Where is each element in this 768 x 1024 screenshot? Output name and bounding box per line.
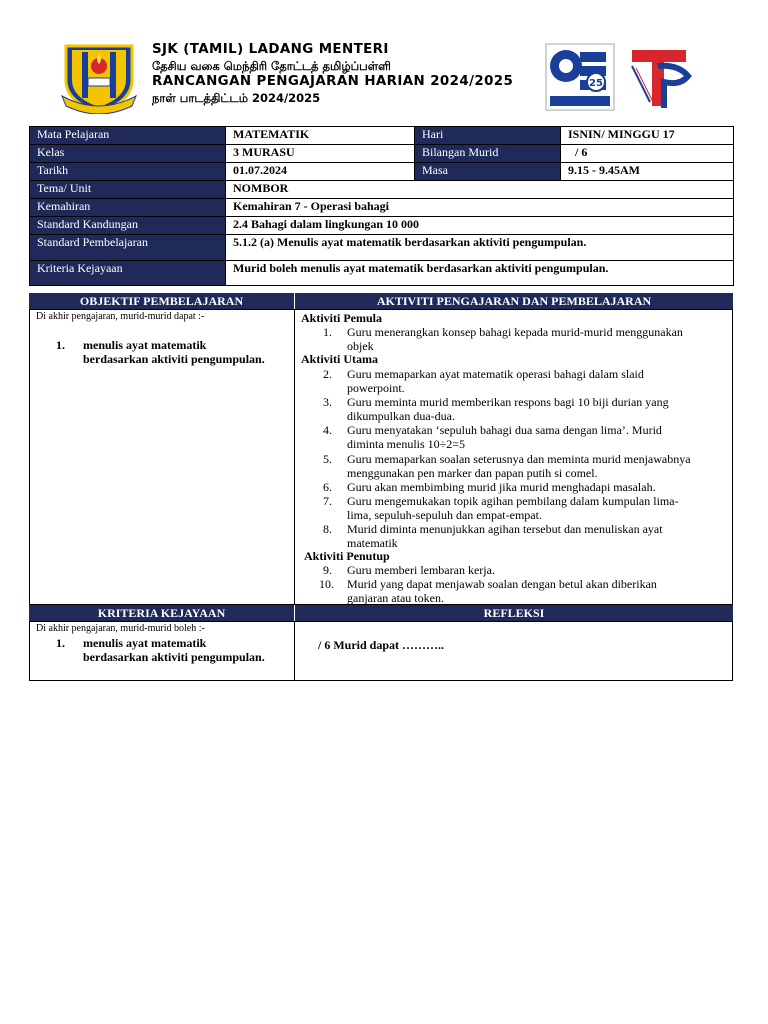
school-name-tamil: தேசிய வகை மெந்திரி தோட்டத் தமிழ்ப்பள்ளி [152, 59, 391, 73]
activity-item-line2: objek [347, 339, 374, 353]
activity-item-line1: Guru akan membimbing murid jika murid menghadapi masalah. [347, 480, 656, 494]
mata-pelajaran-label: Mata Pelajaran [30, 127, 226, 145]
aktiviti-penutup-heading: Aktiviti Penutup [304, 549, 390, 563]
activity-item-line1: Guru mengemukakan topik agihan pembilang dalam kumpulan lima- [347, 494, 679, 508]
table-row [30, 181, 734, 199]
objektif-item-line2: berdasarkan aktiviti pengumpulan. [83, 352, 265, 366]
masa-value: 9.15 - 9.45AM [561, 163, 734, 181]
activity-item-number: 8. [323, 522, 332, 536]
activity-item-number: 10. [319, 577, 334, 591]
mata-pelajaran-value: MATEMATIK [226, 127, 415, 145]
standard-pembelajaran-label: Standard Pembelajaran [30, 235, 226, 261]
table-row [30, 217, 734, 235]
masa-label: Masa [415, 163, 561, 181]
table-row [30, 235, 734, 261]
activity-item-line1: Guru menyatakan ‘sepuluh bahagi dua sama dengan lima’. Murid [347, 423, 662, 437]
refleksi-text: / 6 Murid dapat ……….. [318, 638, 445, 652]
kemahiran-value: Kemahiran 7 - Operasi bahagi [226, 199, 734, 217]
bilangan-murid-label: Bilangan Murid [415, 145, 561, 163]
activity-item-line1: Murid yang dapat menjawab soalan dengan betul akan diberikan [347, 577, 657, 591]
activity-item-line2: matematik [347, 536, 398, 550]
kriteria-header: KRITERIA KEJAYAAN [29, 605, 294, 621]
objektif-item-line1: menulis ayat matematik [83, 338, 207, 352]
activity-item-number: 2. [323, 367, 332, 381]
standard-kandungan-value: 2.4 Bahagi dalam lingkungan 10 000 [226, 217, 734, 235]
kriteria-intro: Di akhir pengajaran, murid-murid boleh :- [36, 623, 205, 634]
activity-item-line2: dikumpulkan dua-dua. [347, 409, 455, 423]
activity-item-line1: Guru memberi lembaran kerja. [347, 563, 495, 577]
document-header [0, 36, 768, 118]
objektif-item-number: 1. [56, 338, 65, 352]
aktiviti-utama-heading: Aktiviti Utama [301, 352, 378, 366]
school-crest-logo [58, 40, 140, 114]
school-name-malay: SJK (TAMIL) LADANG MENTERI [152, 42, 389, 57]
activity-item-number: 6. [323, 480, 332, 494]
aktiviti-pemula-heading: Aktiviti Pemula [301, 311, 382, 325]
hari-value: ISNIN/ MINGGU 17 [561, 127, 734, 145]
plan-title-malay: RANCANGAN PENGAJARAN HARIAN 2024/2025 [152, 74, 514, 89]
activity-item-number: 5. [323, 452, 332, 466]
objektif-intro: Di akhir pengajaran, murid-murid dapat :- [36, 311, 205, 322]
kriteria-kejayaan-label: Kriteria Kejayaan [30, 261, 226, 286]
activity-item-number: 9. [323, 563, 332, 577]
bilangan-murid-value: / 6 [561, 145, 734, 163]
hari-label: Hari [415, 127, 561, 145]
activity-item-number: 1. [323, 325, 332, 339]
kelas-label: Kelas [30, 145, 226, 163]
table-row [30, 163, 734, 181]
transformasi-logo [628, 42, 692, 112]
lesson-info-table [29, 126, 734, 286]
activity-item-line1: Murid diminta menunjukkan agihan tersebut dan menuliskan ayat [347, 522, 663, 536]
tarikh-value: 01.07.2024 [226, 163, 415, 181]
activity-item-line1: Guru meminta murid memberikan respons bagi 10 biji durian yang [347, 395, 669, 409]
table-row [30, 261, 734, 286]
activity-item-line1: Guru menerangkan konsep bahagi kepada murid-murid menggunakan [347, 325, 683, 339]
table-row [30, 145, 734, 163]
tema-value: NOMBOR [226, 181, 734, 199]
plan-title-tamil: நாள் பாடத்திட்டம் 2024/2025 [152, 91, 321, 105]
refleksi-header: REFLEKSI [295, 605, 733, 621]
activity-item-line2: diminta menulis 10÷2=5 [347, 437, 466, 451]
activity-item-number: 7. [323, 494, 332, 508]
activity-item-line2: ganjaran atau token. [347, 591, 444, 605]
activity-item-number: 3. [323, 395, 332, 409]
table-row [30, 199, 734, 217]
tema-label: Tema/ Unit [30, 181, 226, 199]
tarikh-label: Tarikh [30, 163, 226, 181]
kemahiran-label: Kemahiran [30, 199, 226, 217]
ppd-logo-number: 25 [589, 78, 603, 89]
standard-pembelajaran-value: 5.1.2 (a) Menulis ayat matematik berdasarkan aktiviti pengumpulan. [226, 235, 734, 261]
activity-item-line2: lima, sepuluh-sepuluh dan empat-empat. [347, 508, 542, 522]
table-row [30, 127, 734, 145]
activity-item-line2: powerpoint. [347, 381, 405, 395]
ppd-logo [544, 42, 616, 112]
kelas-value: 3 MURASU [226, 145, 415, 163]
activity-item-line2: menggunakan pen marker dan papan putih si comel. [347, 466, 598, 480]
objektif-header: OBJEKTIF PEMBELAJARAN [29, 293, 294, 309]
kriteria-item-line2: berdasarkan aktiviti pengumpulan. [83, 650, 265, 664]
kriteria-kejayaan-value: Murid boleh menulis ayat matematik berdasarkan aktiviti pengumpulan. [226, 261, 734, 286]
activity-item-line1: Guru memaparkan ayat matematik operasi bahagi dalam slaid [347, 367, 644, 381]
kriteria-item-number: 1. [56, 636, 65, 650]
standard-kandungan-label: Standard Kandungan [30, 217, 226, 235]
kriteria-item-line1: menulis ayat matematik [83, 636, 207, 650]
activity-item-number: 4. [323, 423, 332, 437]
aktiviti-header: AKTIVITI PENGAJARAN DAN PEMBELAJARAN [295, 293, 733, 309]
activity-item-line1: Guru memaparkan soalan seterusnya dan meminta murid menjawabnya [347, 452, 691, 466]
